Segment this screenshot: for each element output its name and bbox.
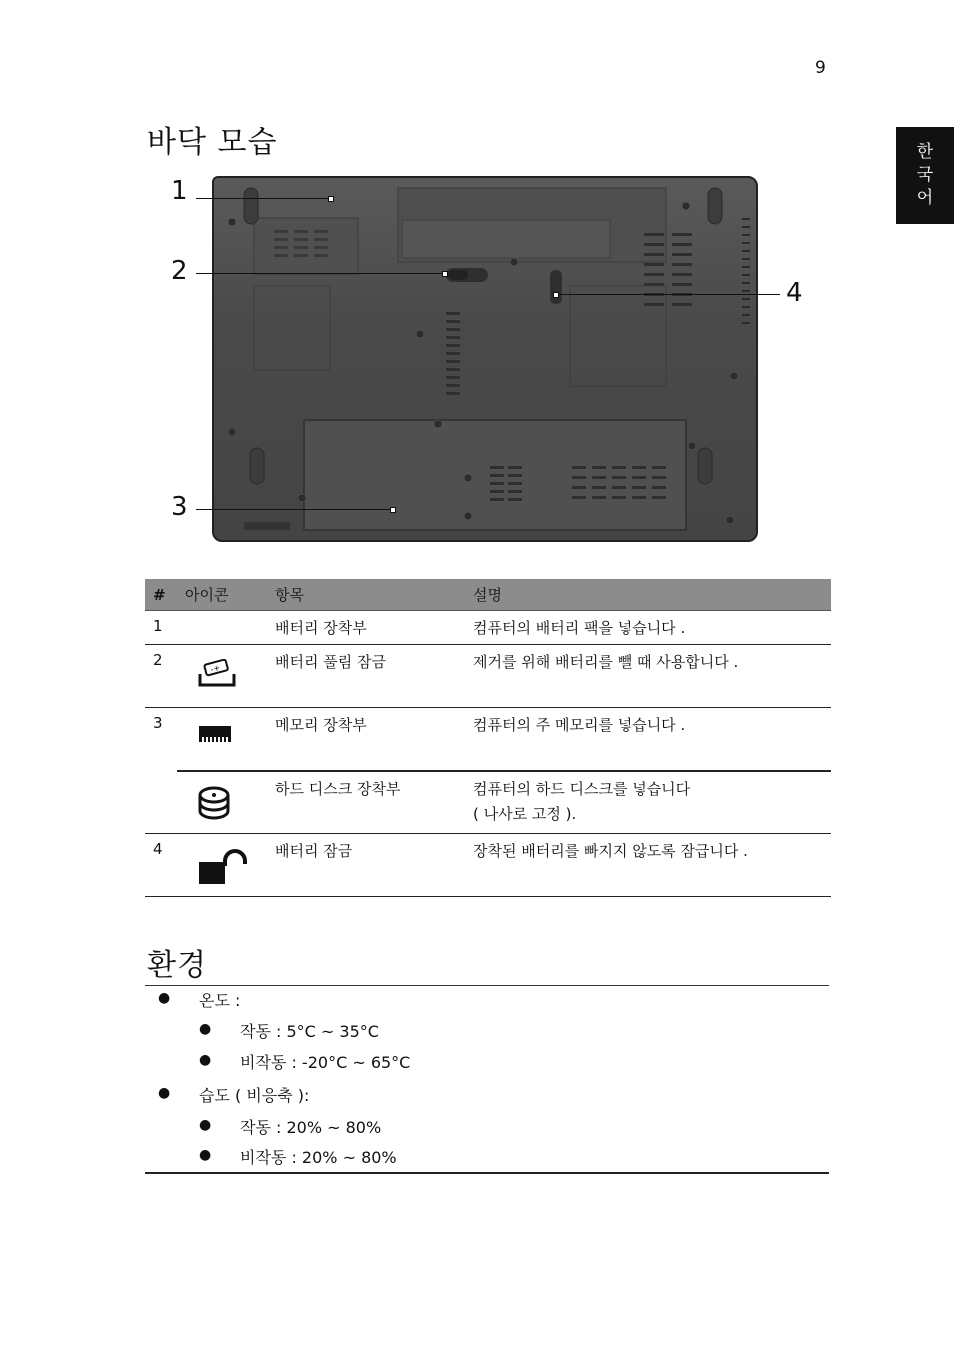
list-item-operating-temp: 작동 : 5°C ~ 35°C [240, 1022, 379, 1041]
header-icon: 아이콘 [177, 579, 267, 611]
row-description [465, 771, 831, 834]
bullet: ● [199, 1021, 212, 1037]
row-item: 배터리 잠금 [275, 842, 353, 860]
row-number [145, 771, 177, 834]
list-item-temperature: 온도 : [199, 991, 241, 1010]
laptop-bottom-drawing [214, 178, 756, 540]
callout-2: 2 [171, 256, 188, 286]
table-row [145, 834, 831, 897]
table-row [145, 645, 831, 708]
callout-2-line [196, 273, 444, 274]
callout-3-line [196, 509, 392, 510]
callout-2-dot [442, 271, 448, 277]
row-item: 하드 디스크 장착부 [275, 779, 401, 798]
callout-1: 1 [171, 176, 188, 206]
callout-1-dot [328, 196, 334, 202]
table-row [145, 708, 831, 771]
bullet: ● [199, 1052, 212, 1068]
section-title-bottom-view: 바닥 모습 [147, 125, 278, 160]
header-description: 설명 [465, 579, 831, 611]
header-number: # [145, 579, 177, 611]
row-number: 3 [153, 714, 163, 732]
laptop-bottom-image [212, 176, 758, 542]
table-row [145, 611, 831, 645]
row-item: 메모리 장착부 [267, 708, 465, 771]
list-item-humidity: 습도 ( 비응축 ): [199, 1086, 310, 1105]
page-number: 9 [815, 58, 826, 78]
callout-4: 4 [786, 278, 803, 308]
row-description: 제거를 위해 배터리를 뺄 때 사용합니다 . [473, 653, 739, 671]
row-icon [177, 834, 267, 897]
row-number: 1 [153, 617, 163, 635]
callout-3: 3 [171, 492, 188, 522]
unlock-icon [197, 848, 267, 890]
language-tab-char: 국 [916, 165, 934, 185]
row-icon [177, 771, 267, 834]
list-item-non-operating-humidity: 비작동 : 20% ~ 80% [240, 1148, 397, 1167]
environment-rule-top [145, 985, 829, 986]
row-icon [177, 611, 267, 645]
callout-1-line [196, 198, 330, 199]
row-description-line2: ( 나사로 고정 ). [473, 804, 577, 823]
bullet: ● [199, 1117, 212, 1133]
bullet: ● [158, 1085, 171, 1101]
row-number: 4 [153, 840, 163, 858]
row-icon [177, 645, 267, 708]
language-tab-char: 한 [916, 142, 934, 162]
bullet: ● [199, 1147, 212, 1163]
language-tab-char: 어 [916, 188, 934, 208]
environment-rule-bottom [145, 1172, 829, 1174]
language-tab [896, 127, 954, 224]
battery-release-icon [197, 659, 267, 693]
list-item-operating-humidity: 작동 : 20% ~ 80% [240, 1118, 382, 1137]
section-title-environment: 환경 [147, 948, 207, 983]
row-icon [177, 708, 267, 771]
bullet: ● [158, 990, 171, 1006]
callout-3-dot [390, 507, 396, 513]
hard-disk-icon [197, 786, 267, 824]
row-description: 장착된 배터리를 빠지지 않도록 잠급니다 . [473, 842, 748, 860]
list-item-non-operating-temp: 비작동 : -20°C ~ 65°C [240, 1053, 411, 1072]
svg-text:-+: -+ [209, 663, 222, 675]
table-row [145, 771, 831, 834]
row-number: 2 [153, 651, 163, 669]
row-description: 컴퓨터의 배터리 팩을 넣습니다 . [473, 619, 686, 637]
row-description: 컴퓨터의 주 메모리를 넣습니다 . [465, 708, 831, 771]
memory-icon [197, 722, 267, 750]
table-header-row [145, 579, 831, 611]
row-item: 배터리 풀림 잠금 [275, 653, 386, 671]
callout-4-line [556, 294, 780, 295]
callout-4-dot [553, 292, 559, 298]
bottom-view-table [145, 579, 831, 897]
header-item: 항목 [267, 579, 465, 611]
row-item: 배터리 장착부 [275, 619, 367, 637]
row-description-line1: 컴퓨터의 하드 디스크를 넣습니다 [473, 779, 691, 798]
laptop-bottom-figure [160, 172, 820, 544]
